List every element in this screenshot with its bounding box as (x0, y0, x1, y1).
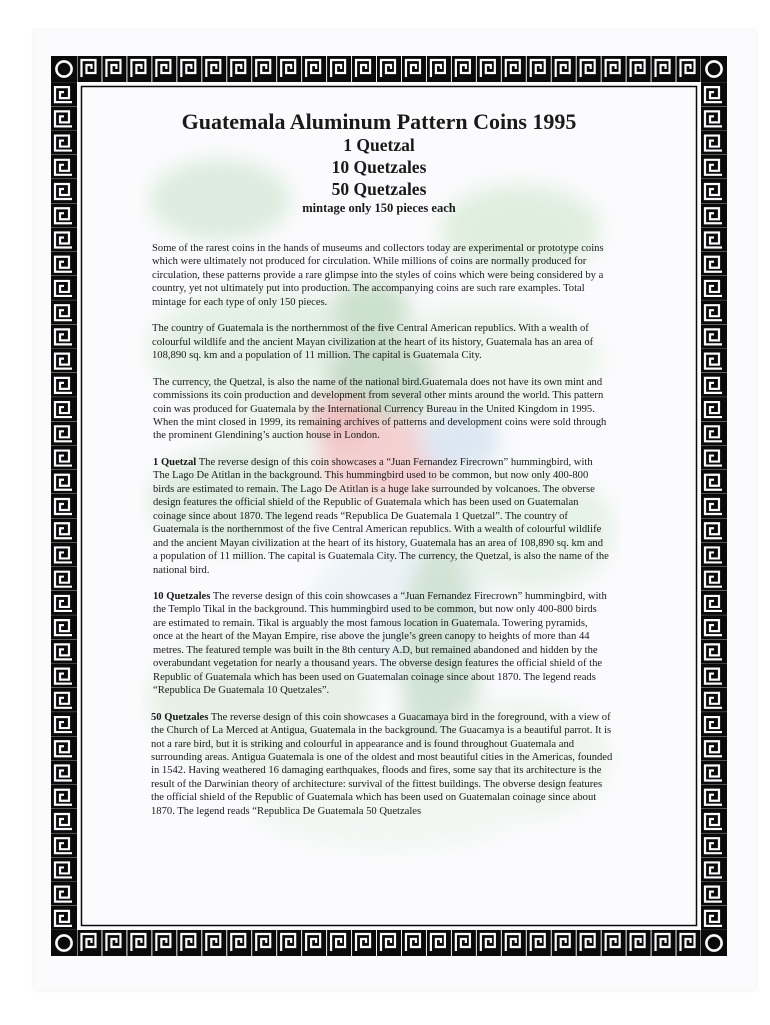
greek-key-icon (701, 106, 727, 130)
greek-key-icon (51, 155, 77, 179)
greek-key-icon (51, 712, 77, 736)
greek-key-icon (51, 615, 77, 639)
greek-key-icon (701, 252, 727, 276)
greek-key-icon (477, 930, 501, 956)
greek-key-icon (51, 373, 77, 397)
greek-key-icon (552, 930, 576, 956)
para-1 (148, 242, 610, 309)
greek-key-icon (701, 542, 727, 566)
greek-key-icon (402, 930, 426, 956)
greek-key-icon (377, 56, 401, 82)
greek-key-icon (51, 324, 77, 348)
greek-key-icon (701, 833, 727, 857)
greek-key-icon (102, 56, 126, 82)
corner-ring-icon (51, 930, 77, 956)
greek-key-icon (51, 349, 77, 373)
greek-key-icon (327, 56, 351, 82)
greek-key-icon (602, 930, 626, 956)
greek-key-icon (51, 276, 77, 300)
greek-key-icon (701, 276, 727, 300)
greek-key-icon (51, 785, 77, 809)
greek-key-icon (701, 518, 727, 542)
greek-key-icon (51, 809, 77, 833)
greek-key-icon (252, 56, 276, 82)
greek-key-icon (227, 930, 251, 956)
greek-key-icon (352, 56, 376, 82)
greek-key-icon (51, 131, 77, 155)
greek-key-icon (602, 56, 626, 82)
greek-key-icon (51, 567, 77, 591)
para-text: The reverse design of this coin showcases a Guacamaya bird in the foreground, with a view of the Church of La Merced at Antigua, Guatemala in the background. The Guacamya is a beautiful parrot. It is not a rare bird, but it is striking and colourful in appearance and is found throughout Guatemala and surrounding areas. Antigua Guatemala is one of the oldest and most beautiful cities in the Americas, founded in 1542. Having weathered 16 damaging earthquakes, floods and fires, some say that its architecture is the result of the Darwinian theory of architecture: survival of the fittest buildings. The obverse design features the official shield of the Republic of Guatemala which has been used on Guatemalan coinage since about 1870. The legend reads “Republica De Guatemala 50 Quetzales (151, 711, 613, 817)
greek-key-icon (51, 494, 77, 518)
greek-key-icon (51, 446, 77, 470)
greek-key-icon (677, 930, 701, 956)
greek-key-icon (701, 688, 727, 712)
greek-key-icon (701, 615, 727, 639)
corner-ring-icon (51, 56, 77, 82)
greek-key-icon (701, 567, 727, 591)
greek-key-icon (701, 761, 727, 785)
greek-key-icon (227, 56, 251, 82)
para-2 (148, 322, 610, 362)
greek-key-icon (527, 56, 551, 82)
greek-key-icon (627, 56, 651, 82)
corner-ring-icon (701, 56, 727, 82)
greek-key-icon (502, 56, 526, 82)
greek-key-icon (701, 785, 727, 809)
greek-key-icon (51, 857, 77, 881)
greek-key-icon (51, 591, 77, 615)
greek-key-icon (701, 397, 727, 421)
greek-key-icon (51, 300, 77, 324)
greek-key-icon (701, 857, 727, 881)
greek-key-icon (701, 179, 727, 203)
greek-key-icon (51, 639, 77, 663)
greek-key-icon (327, 930, 351, 956)
greek-key-icon (77, 930, 101, 956)
greek-key-icon (302, 56, 326, 82)
greek-key-icon (701, 446, 727, 470)
greek-key-icon (277, 56, 301, 82)
greek-key-icon (701, 639, 727, 663)
greek-key-icon (51, 664, 77, 688)
greek-key-icon (701, 227, 727, 251)
greek-key-icon (51, 761, 77, 785)
greek-key-icon (502, 930, 526, 956)
greek-key-icon (77, 56, 101, 82)
greek-key-icon (51, 542, 77, 566)
denomination-2: 10 Quetzales (331, 157, 427, 177)
greek-key-icon (51, 882, 77, 906)
greek-key-icon (701, 324, 727, 348)
greek-key-icon (701, 494, 727, 518)
greek-key-icon (701, 906, 727, 930)
greek-key-icon (701, 882, 727, 906)
greek-key-icon (701, 421, 727, 445)
greek-key-icon (51, 518, 77, 542)
para-6 (148, 711, 617, 819)
denomination-3: 50 Quetzales (331, 179, 427, 199)
greek-key-icon (427, 930, 451, 956)
greek-key-icon (652, 56, 676, 82)
greek-key-icon (652, 930, 676, 956)
greek-key-icon (51, 470, 77, 494)
greek-key-icon (701, 736, 727, 760)
greek-key-icon (701, 82, 727, 106)
para-text: The reverse design of this coin showcases a “Juan Fernandez Firecrown” hummingbird, with the Templo Tikal in the background. This hummingbird used to be common, but now only 400-800 birds are estimated to remain. Tikal is arguably the most famous location in Guatemala. Towering pyramids, once at the heart of the Mayan Empire, rise above the jungle’s green canopy to heights of more than 44 metres. The featured temple was built in the 8th century A.D, but remained abandoned and hidden by the overabundant vegetation for nearly a thousand years. The obverse design features the official shield of the Republic of Guatemala which has been used on Guatemalan coinage since about 1870. The legend reads “Republica De Guatemala 10 Quetzales”. (153, 590, 607, 697)
greek-key-icon (701, 300, 727, 324)
denomination-1: 1 Quetzal (343, 135, 415, 155)
greek-key-icon (51, 421, 77, 445)
greek-key-icon (152, 930, 176, 956)
para-lead: 10 Quetzales (153, 590, 211, 602)
para-4 (148, 456, 610, 577)
greek-key-icon (452, 56, 476, 82)
greek-key-icon (701, 373, 727, 397)
para-5 (148, 590, 610, 698)
greek-key-icon (127, 56, 151, 82)
greek-key-icon (51, 688, 77, 712)
para-text: The reverse design of this coin showcases a “Juan Fernandez Firecrown” hummingbird, with The Lago De Atitlan in the background. This hummingbird used to be common, but now only 400-800 birds are estimated to remain. The Lago De Atitlan is a huge lake surrounded by volcanoes. The obverse design features the official shield of the Republic of Guatemala which has been used on Guatemalan coinage since about 1870. The legend reads “Republica De Guatemala 1 Quetzal”. The country of Guatemala is the northernmost of the five Central American republics. With a wealth of colourful wildlife and the ancient Mayan civilization at the heart of its history, Guatemala has an area of 108,890 sq. km and a population of 11 million. The capital is Guatemala City. The currency, the Quetzal, is also the name of the national bird. (153, 456, 609, 576)
corner-ring-icon (701, 930, 727, 956)
greek-key-icon (51, 736, 77, 760)
para-lead: 1 Quetzal (153, 456, 197, 468)
greek-key-icon (402, 56, 426, 82)
greek-key-icon (177, 930, 201, 956)
greek-key-icon (177, 56, 201, 82)
document-title: Guatemala Aluminum Pattern Coins 1995 (181, 109, 577, 134)
greek-key-icon (701, 203, 727, 227)
greek-key-icon (577, 930, 601, 956)
greek-key-icon (127, 930, 151, 956)
para-3 (148, 376, 610, 443)
para-lead: 50 Quetzales (151, 711, 209, 723)
greek-key-icon (352, 930, 376, 956)
greek-key-icon (577, 56, 601, 82)
greek-key-icon (51, 397, 77, 421)
greek-key-icon (701, 809, 727, 833)
greek-key-icon (452, 930, 476, 956)
greek-key-icon (427, 56, 451, 82)
greek-key-icon (701, 712, 727, 736)
greek-key-icon (701, 664, 727, 688)
greek-key-icon (677, 56, 701, 82)
greek-key-icon (701, 155, 727, 179)
greek-key-icon (552, 56, 576, 82)
greek-key-icon (51, 203, 77, 227)
para-text: The country of Guatemala is the northernmost of the five Central American republics. With a wealth of colourful wildlife and the ancient Mayan civilization at the heart of its history, Guatemala has an area of 108,890 sq. km and a population of 11 million. The capital is Guatemala City. (152, 323, 594, 362)
greek-key-icon (51, 82, 77, 106)
greek-key-icon (627, 930, 651, 956)
greek-key-icon (701, 591, 727, 615)
greek-key-icon (102, 930, 126, 956)
greek-key-icon (51, 227, 77, 251)
greek-key-icon (51, 252, 77, 276)
para-text: Some of the rarest coins in the hands of museums and collectors today are experimental or prototype coins which were ultimately not produced for circulation. While millions of coins are normally produced for circulation, these patterns provide a rare glimpse into the styles of coins which were being considered by a country, yet not ultimately put into production. The accompanying coins are such rare examples. Total mintage for each type of only 150 pieces. (152, 243, 604, 308)
greek-key-icon (51, 106, 77, 130)
greek-key-icon (701, 131, 727, 155)
greek-key-icon (527, 930, 551, 956)
greek-key-icon (51, 833, 77, 857)
greek-key-icon (701, 349, 727, 373)
greek-key-icon (377, 930, 401, 956)
para-text: The currency, the Quetzal, is also the name of the national bird.Guatemala does not have its own mint and commissions its coin production and development from several other mints around the world. This pattern coin was produced for Guatemala by the International Currency Bureau in the United Kingdom in 1995. When the mint closed in 1999, its remaining archives of patterns and development coins were sold through the prominent Glendining’s auction house in London. (153, 376, 607, 442)
document-body (148, 109, 613, 831)
greek-key-icon (202, 56, 226, 82)
greek-key-icon (152, 56, 176, 82)
greek-key-icon (202, 930, 226, 956)
greek-key-icon (477, 56, 501, 82)
greek-key-icon (252, 930, 276, 956)
mintage-note: mintage only 150 pieces each (302, 201, 456, 215)
greek-key-icon (277, 930, 301, 956)
greek-key-icon (701, 470, 727, 494)
greek-key-icon (302, 930, 326, 956)
greek-key-icon (51, 906, 77, 930)
greek-key-icon (51, 179, 77, 203)
